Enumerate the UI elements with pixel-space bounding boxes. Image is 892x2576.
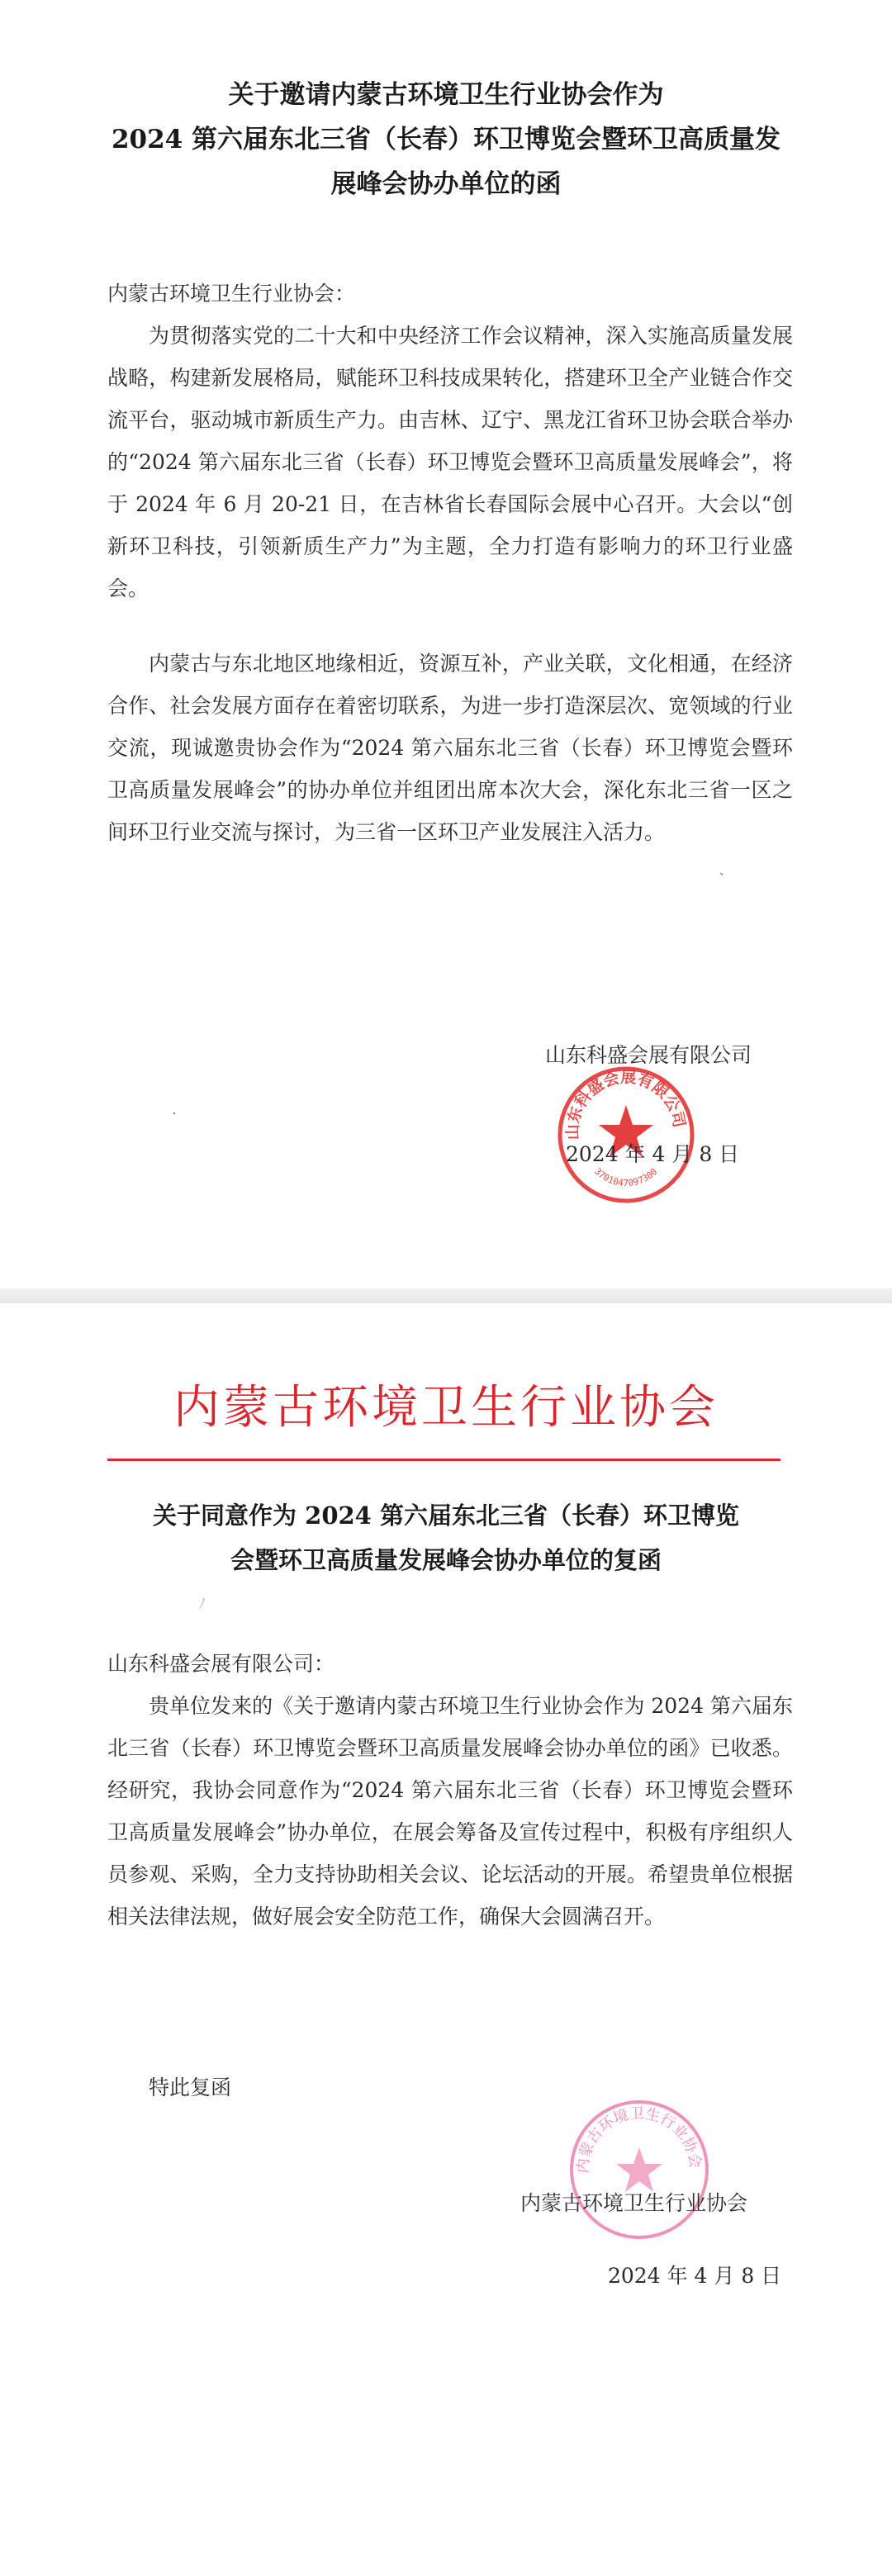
seal-ring-text: 内蒙古环境卫生行业协会	[574, 2104, 705, 2174]
letter1-title	[0, 73, 892, 206]
svg-text:3701047097300	[592, 1166, 659, 1188]
seal-ring-text: 山东科盛会展有限公司	[563, 1068, 689, 1141]
letter1-title-line-2: 2024 第六届东北三省（长春）环卫博览会暨环卫高质量发	[111, 125, 781, 154]
letter1-signature: 山东科盛会展有限公司	[545, 1043, 752, 1067]
scan-speck: ·	[172, 1105, 177, 1122]
letter2-title	[0, 1493, 892, 1582]
letter2-date: 2024 年 4 月 8 日	[608, 2264, 782, 2288]
page-separator	[0, 1288, 892, 1303]
scan-speck: ˋ	[719, 871, 726, 889]
letter2-paragraph-1: 贵单位发来的《关于邀请内蒙古环境卫生行业协会作为 2024 第六届东北三省（长春）环卫博览会暨环卫高质量发展峰会协办单位的函》已收悉。经研究，我协会同意作为“2024 第六届东北三省（长春）环卫博览会暨环卫高质量发展峰会”协办单位，在展会筹备及宣传过程中，积极有序组织人员参观、采购，全力支持协助相关会议、论坛活动的开展。希望贵单位根据相关法律法规，做好展会安全防范工作，确保大会圆满召开。	[107, 1694, 793, 1928]
seal-number: 3701047097300	[592, 1165, 660, 1189]
letter1-title-line-1: 关于邀请内蒙古环境卫生行业协会作为	[228, 80, 664, 110]
letter2-title-line-2: 会暨环卫高质量发展峰会协办单位的复函	[230, 1546, 662, 1574]
letterhead-title: 内蒙古环境卫生行业协会	[173, 1381, 719, 1435]
letter1-addressee: 内蒙古环境卫生行业协会：	[107, 282, 356, 306]
letter2-closing: 特此复函	[149, 2076, 232, 2099]
company-seal-stamp	[555, 1064, 697, 1206]
letter2-title-line-1: 关于同意作为 2024 第六届东北三省（长春）环卫博览	[153, 1501, 739, 1530]
letter1-paragraph-2: 内蒙古与东北地区地缘相近，资源互补，产业关联，文化相通，在经济合作、社会发展方面存在着密切联系，为进一步打造深层次、宽领域的行业交流，现诚邀贵协会作为“2024 第六届东北三省（长春）环卫博览会暨环卫高质量发展峰会”的协办单位并组团出席本次大会，深化东北三省一区之间环卫行业交流与探讨，为三省一区环卫产业发展注入活力。	[107, 652, 793, 844]
letter1-title-line-3: 展峰会协办单位的函	[330, 169, 562, 199]
letterhead-red-rule	[107, 1459, 780, 1461]
letter1-date: 2024 年 4 月 8 日	[566, 1142, 740, 1166]
letter2-signature: 内蒙古环境卫生行业协会	[520, 2191, 748, 2215]
letter1-paragraph-1: 为贯彻落实党的二十大和中央经济工作会议精神，深入实施高质量发展战略，构建新发展格局，赋能环卫科技成果转化，搭建环卫全产业链合作交流平台，驱动城市新质生产力。由吉林、辽宁、黑龙江省环卫协会联合举办的“2024 第六届东北三省（长春）环卫博览会暨环卫高质量发展峰会”，将于 2024 年 6 月 20-21 日，在吉林省长春国际会展中心召开。大会以“创新环卫科技，引领新质生产力”为主题，全力打造有影响力的环卫行业盛会。	[107, 324, 793, 600]
scan-speck: ﾉ	[198, 1596, 206, 1613]
star-icon	[616, 2147, 662, 2192]
association-seal-stamp	[566, 2096, 713, 2243]
letter2-addressee: 山东科盛会展有限公司：	[107, 1652, 335, 1676]
